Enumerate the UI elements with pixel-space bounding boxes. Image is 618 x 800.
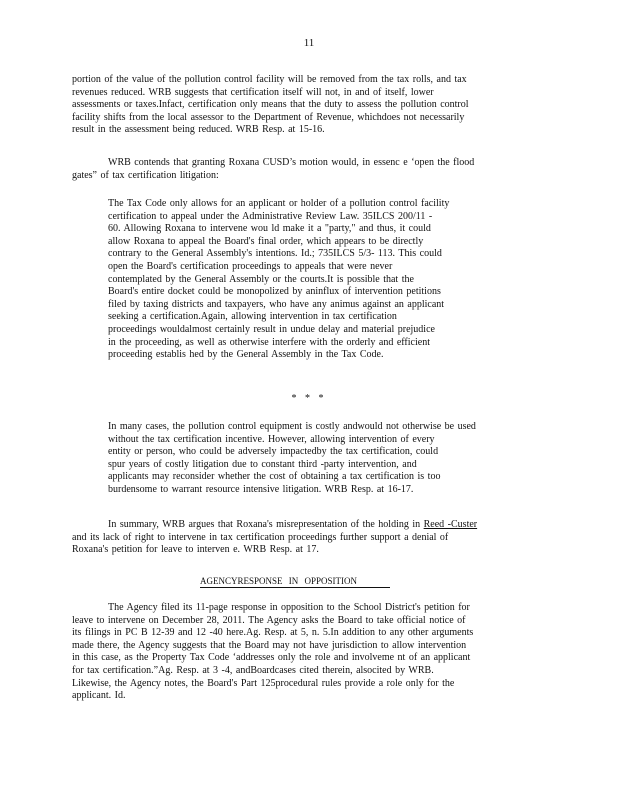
text-line: in this case, as the Property Tax Code ‘addresses only the role and involveme nt of an applicant	[72, 652, 471, 664]
section-separator: * * *	[291, 393, 327, 404]
text-line: Board's entire docket could be monopolized by aninflux of intervention petitions	[108, 286, 441, 298]
text-line: contrary to the General Assembly's intentions. Id.; 735ILCS 5/3- 113. This could	[108, 248, 442, 260]
text-line: 60. Allowing Roxana to intervene wou ld make it a "party," and thus, it could	[108, 223, 431, 235]
text-line: The Tax Code only allows for an applicant or holder of a pollution control facility	[108, 198, 450, 209]
paragraph-flood-gates	[72, 157, 528, 182]
text-line: allow Roxana to appeal the Board's final order, which appears to be directly	[108, 235, 424, 247]
text-line: without the tax certification incentive. However, allowing intervention of every	[108, 433, 435, 445]
page-number: 11	[303, 37, 315, 49]
text-line: assessments or taxes.Infact, certification only means that the duty to assess the pollution control	[72, 99, 469, 111]
block-quote-costly-equipment	[108, 421, 500, 497]
text-line: filed by taxing districts and taxpayers, who have any animus against an applicant	[108, 298, 445, 310]
text-line: seeking a certification.Again, allowing intervention in tax certification	[108, 311, 397, 323]
text-line: proceeding establis hed by the General Assembly in the Tax Code.	[108, 349, 384, 361]
text-line: leave to intervene on December 28, 2011. The Agency asks the Board to take official notice of	[72, 614, 466, 626]
text-line: in the proceeding, as well as otherwise interfere with the orderly and efficient	[108, 336, 430, 348]
paragraph-certification-effect	[72, 74, 528, 137]
summary-text: In summary, WRB argues that Roxana's misrepresentation of the holding in	[108, 519, 421, 530]
text-line: open the Board's certification proceedings to appeals that were never	[108, 260, 393, 272]
case-citation: Reed -Custer	[423, 519, 478, 530]
text-line: facility shifts from the local assessor to the Department of Revenue, whichdoes not necessarily	[72, 111, 465, 123]
text-line: proceedings wouldalmost certainly result in undue delay and material prejudice	[108, 323, 435, 335]
text-line: its filings in PC B 12-39 and 12 -40 here.Ag. Resp. at 5, n. 5.In addition to any other arguments	[72, 627, 474, 639]
text-line: and its lack of right to intervene in tax certification proceedings further support a denial of	[72, 531, 449, 543]
text-line: for tax certification.”Ag. Resp. at 3 -4, andBoardcases cited therein, alsocited by WRB.	[72, 664, 434, 676]
paragraph-summary	[72, 519, 528, 557]
text-line	[72, 519, 528, 532]
text-line: applicant. Id.	[72, 690, 126, 702]
section-heading: AGENCYRESPONSE IN OPPOSITION	[200, 576, 390, 588]
text-line: applicants may reconsider whether the cost of obtaining a tax certification is too	[108, 471, 441, 483]
text-line: contemplated by the General Assembly or the courts.It is possible that the	[108, 273, 414, 285]
paragraph-agency-response	[72, 602, 528, 703]
text-line: Roxana's petition for leave to interven e. WRB Resp. at 17.	[72, 544, 319, 556]
block-quote-tax-code	[108, 198, 500, 362]
text-line: Likewise, the Agency notes, the Board's Part 125procedural rules provide a role only for the	[72, 677, 455, 689]
text-line: The Agency filed its 11-page response in opposition to the School District's petition for	[108, 602, 470, 613]
text-line: portion of the value of the pollution control facility will be removed from the tax rolls, and tax	[72, 74, 467, 85]
text-line: In many cases, the pollution control equipment is costly andwould not otherwise be used	[108, 421, 476, 432]
text-line: revenues reduced. WRB suggests that certification itself will not, in and of itself, lower	[72, 86, 434, 98]
text-line: burdensome to warrant resource intensive litigation. WRB Resp. at 16-17.	[108, 483, 414, 495]
text-line: made there, the Agency suggests that the Board may not have jurisdiction to allow intervention	[72, 639, 467, 651]
text-line: entity or person, who could be adversely impactedby the tax certification, could	[108, 446, 439, 458]
text-line: result in the assessment being reduced. WRB Resp. at 15-16.	[72, 124, 325, 136]
text-line: gates” of tax certification litigation:	[72, 169, 219, 181]
text-line: spur years of costly litigation due to constant third -party intervention, and	[108, 458, 417, 470]
text-line: WRB contends that granting Roxana CUSD’s motion would, in essenc e ‘open the flood	[108, 157, 475, 168]
text-line: certification to appeal under the Administrative Review Law. 35ILCS 200/11 -	[108, 210, 433, 222]
